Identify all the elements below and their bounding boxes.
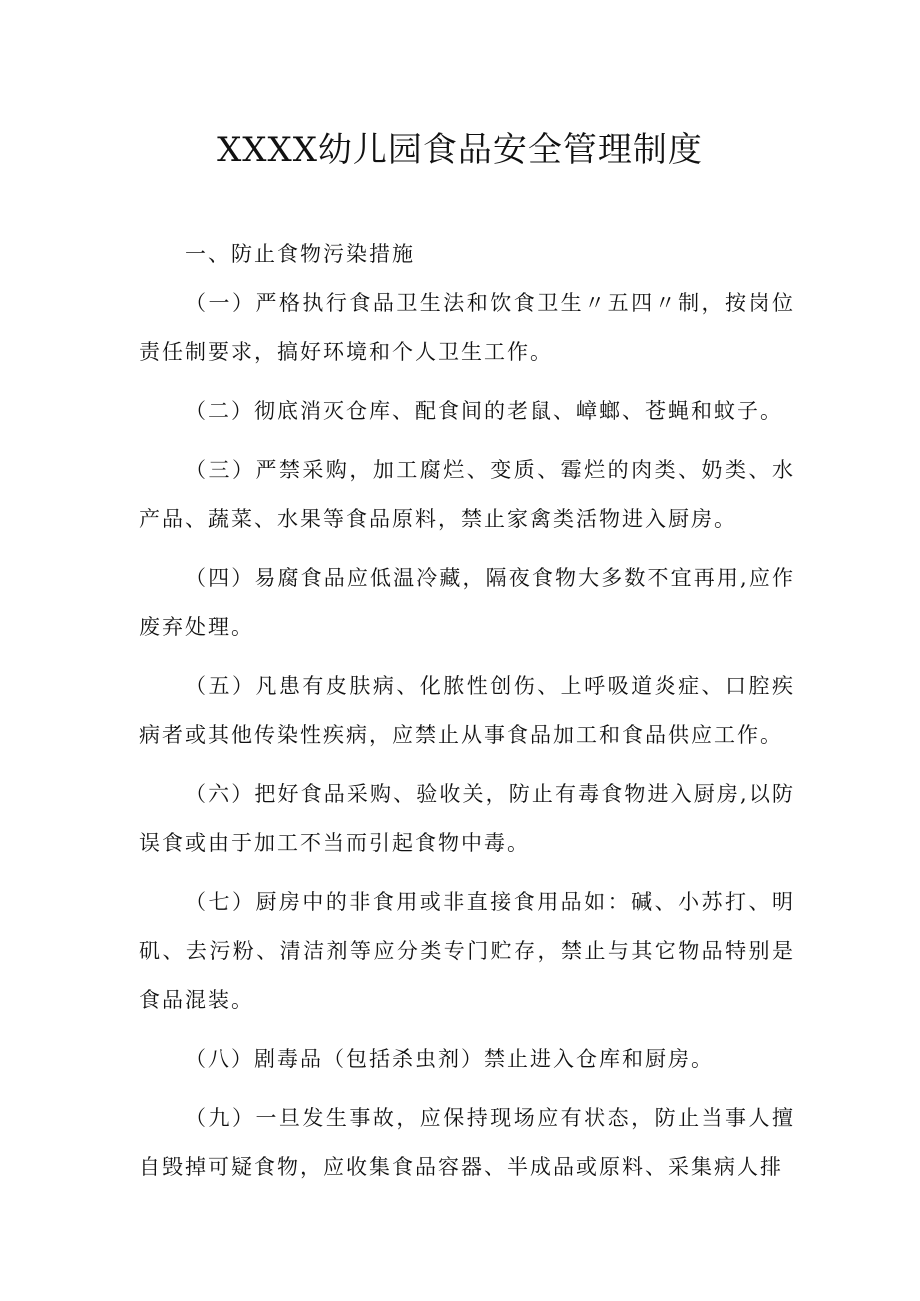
paragraph-8: （八）剧毒品（包括杀虫剂）禁止进入仓库和厨房。 (185, 1047, 714, 1071)
paragraph-1: （一）严格执行食品卫生法和饮食卫生〃五四〃制，按岗位责任制要求，搞好环境和个人卫生工作。 (139, 291, 795, 364)
document-title: XXXX幼儿园食品安全管理制度 (217, 130, 703, 170)
paragraph-5: （五）凡患有皮肤病、化脓性创伤、上呼吸道炎症、口腔疾病者或其他传染性疾病，应禁止从事食品加工和食品供应工作。 (139, 674, 795, 747)
paragraph-6: （六）把好食品采购、验收关，防止有毒食物进入厨房,以防误食或由于加工不当而引起食物中毒。 (139, 782, 795, 855)
section-heading: 一、防止食物污染措施 (185, 242, 415, 266)
paragraph-3: （三）严禁采购，加工腐烂、变质、霉烂的肉类、奶类、水产品、蔬菜、水果等食品原料，禁止家禽类活物进入厨房。 (139, 458, 795, 531)
paragraph-4: （四）易腐食品应低温冷藏，隔夜食物大多数不宜再用,应作废弃处理。 (139, 566, 795, 639)
paragraph-9: （九）一旦发生事故，应保持现场应有状态，防止当事人擅自毁掉可疑食物，应收集食品容器、半成品或原料、采集病人排 (139, 1106, 795, 1179)
paragraph-7: （七）厨房中的非食用或非直接食用品如：碱、小苏打、明矶、去污粉、清洁剂等应分类专门贮存，禁止与其它物品特别是食品混装。 (139, 890, 795, 1012)
paragraph-2: （二）彻底消灭仓库、配食间的老鼠、嶂螂、苍蝇和蚊子。 (185, 399, 783, 423)
document-body (139, 230, 795, 1202)
